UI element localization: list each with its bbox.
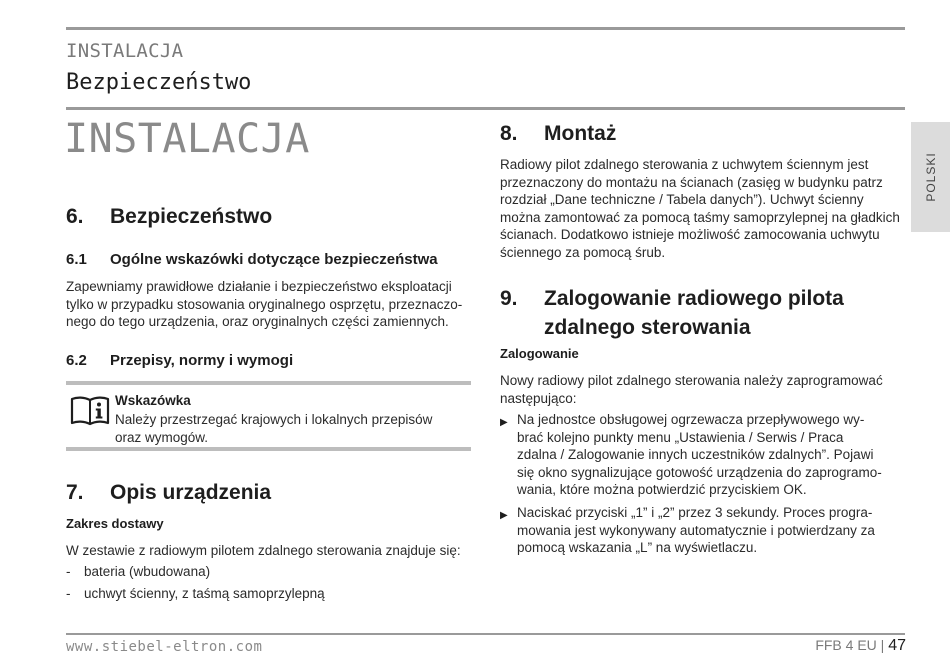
list-item-text: bateria (wbudowana) — [84, 564, 211, 579]
section-6-number: 6. — [66, 205, 84, 228]
footer-url: www.stiebel-eltron.com — [66, 639, 263, 655]
delivery-scope-intro: W zestawie z radiowym pilotem zdalnego sterowania znajduje się: — [66, 543, 461, 558]
paragraph-line: przeznaczony do montażu na ścianach (zasięg w budynku patrz — [500, 174, 883, 190]
paragraph-line: ścianach. Dodatkowo istnieje możliwość zamocowania uchwytu — [500, 227, 880, 242]
list-item-text: uchwyt ścienny, z taśmą samoprzylepną — [84, 586, 325, 601]
section-8-paragraph — [500, 156, 905, 261]
paragraph-line: Nowy radiowy pilot zdalnego sterowania należy zaprogramować — [500, 373, 883, 388]
note-line: oraz wymogów. — [115, 429, 209, 445]
paragraph-line: nego do tego urządzenia, oraz oryginalnych części zamiennych. — [66, 314, 449, 329]
language-tab — [911, 122, 950, 232]
note-text — [115, 411, 467, 446]
section-7-number: 7. — [66, 481, 84, 504]
section-9-title-line-2: zdalnego sterowania — [544, 316, 751, 339]
bullet-arrow-icon: ▶ — [500, 417, 508, 428]
step-line: brać kolejno punkty menu „Ustawienia / Serwis / Praca — [517, 429, 844, 445]
bullet-arrow-icon: ▶ — [500, 510, 508, 521]
paragraph-line: rozdział „Dane techniczne / Tabela danych”). Uchwyt ścienny — [500, 192, 864, 207]
list-dash: - — [66, 586, 71, 601]
paragraph-line: Radiowy pilot zdalnego sterowania z uchwytem ściennym jest — [500, 157, 869, 172]
step-line: się okno sygnalizujące gotowość urządzenia do zaprogramo- — [517, 464, 882, 480]
section-7-heading — [66, 481, 271, 505]
step-2-text — [517, 504, 905, 557]
note-line: Należy przestrzegać krajowych i lokalnych przepisów — [115, 412, 433, 427]
section-8-title: Montaż — [544, 122, 617, 145]
section-6-2-heading — [66, 352, 293, 369]
note-box — [66, 381, 471, 451]
step-line: Naciskać przyciski „1” i „2” przez 3 sekundy. Proces progra- — [517, 505, 873, 520]
section-9-title-line-1: Zalogowanie radiowego pilota — [544, 287, 844, 310]
manual-info-icon — [70, 395, 110, 427]
step-line: pomocą wskazania „L” na wyświetlaczu. — [517, 540, 758, 555]
list-item — [66, 586, 325, 601]
main-title: INSTALACJA — [64, 116, 310, 162]
section-6-title: Bezpieczeństwo — [110, 205, 273, 228]
header-subsection-label: Bezpieczeństwo — [66, 70, 252, 95]
paragraph-line: tylko w przypadku stosowania oryginalnego osprzętu, przeznaczo- — [66, 296, 463, 312]
note-title: Wskazówka — [115, 393, 191, 408]
footer-rule — [66, 633, 905, 635]
step-line: wania, które można potwierdzić przyciskiem OK. — [517, 482, 807, 497]
section-9-number: 9. — [500, 287, 518, 310]
step-line: mowania jest wykonywany automatycznie i potwierdzany za — [517, 522, 875, 538]
list-item — [66, 564, 210, 579]
section-9-heading — [500, 284, 844, 342]
section-6-1-heading — [66, 251, 438, 268]
step-1-text — [517, 411, 905, 499]
section-6-1-title: Ogólne wskazówki dotyczące bezpieczeństwa — [110, 251, 438, 268]
header-section-label: INSTALACJA — [66, 40, 184, 62]
paragraph-line: następująco: — [500, 390, 577, 406]
section-6-1-number: 6.1 — [66, 251, 87, 268]
header-bottom-rule — [66, 107, 905, 110]
list-dash: - — [66, 564, 71, 579]
registration-subheading: Zalogowanie — [500, 346, 579, 361]
section-6-heading — [66, 205, 272, 229]
footer-model: FFB 4 EU — [815, 637, 877, 653]
paragraph-line: można zamontować za pomocą taśmy samoprzylepnej na gładkich — [500, 209, 900, 225]
delivery-scope-heading: Zakres dostawy — [66, 516, 164, 531]
step-line: zdalna / Zalogowanie innych uczestników zdalnych”. Pojawi — [517, 447, 874, 462]
section-6-2-title: Przepisy, normy i wymogi — [110, 352, 294, 369]
footer-page-info — [815, 637, 906, 655]
section-6-2-number: 6.2 — [66, 352, 87, 369]
section-6-1-paragraph — [66, 278, 471, 331]
section-8-heading — [500, 122, 616, 146]
page-number: 47 — [888, 637, 906, 654]
footer-separator: | — [880, 637, 885, 653]
registration-intro — [500, 372, 910, 407]
language-tab-label: POLSKI — [923, 152, 938, 202]
step-line: Na jednostce obsługowej ogrzewacza przepływowego wy- — [517, 412, 865, 427]
section-7-title: Opis urządzenia — [110, 481, 272, 504]
section-8-number: 8. — [500, 122, 518, 145]
paragraph-line: ściennego za pomocą śrub. — [500, 244, 666, 260]
paragraph-line: Zapewniamy prawidłowe działanie i bezpieczeństwo eksploatacji — [66, 279, 452, 294]
header-top-rule — [66, 27, 905, 30]
